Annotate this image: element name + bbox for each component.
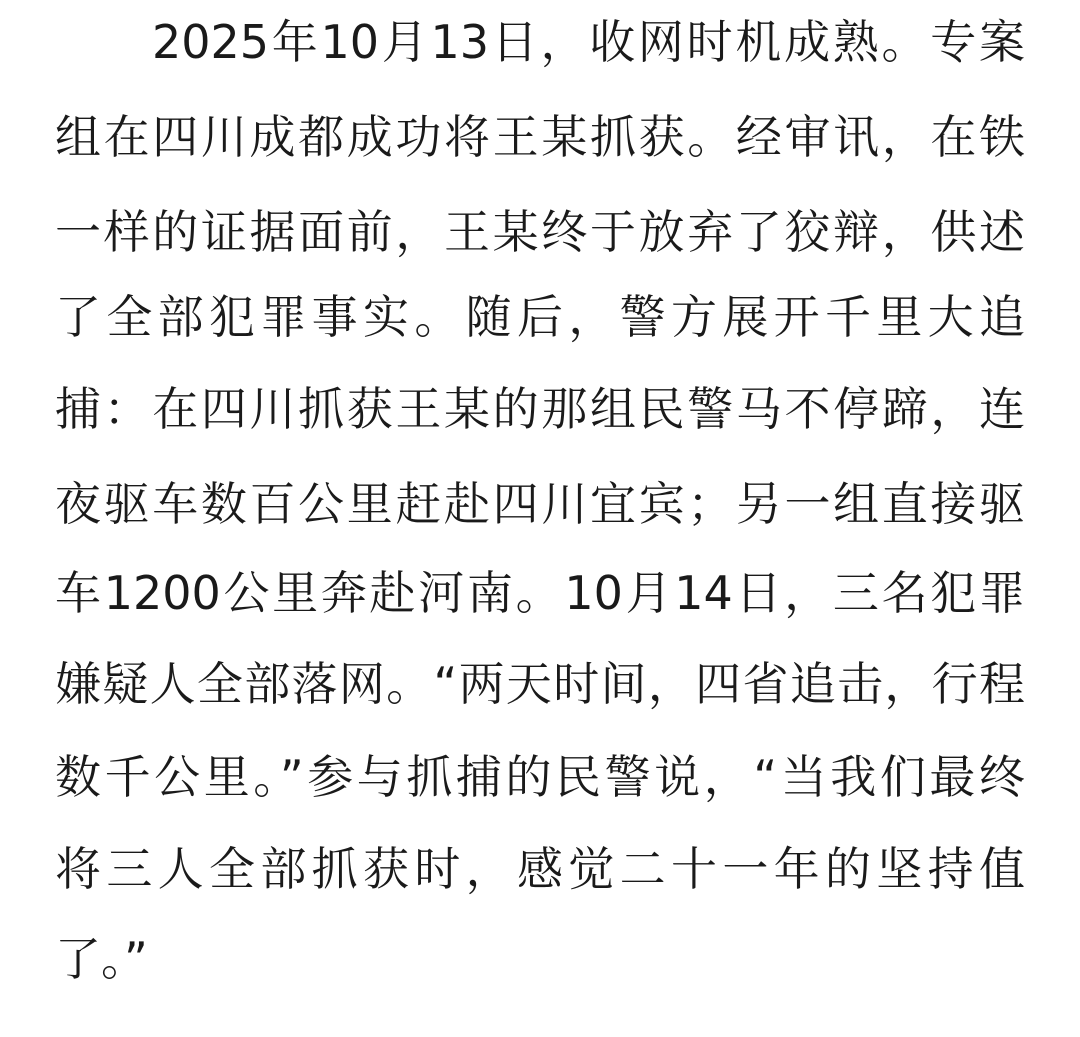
paragraph-line: 一样的证据面前，王某终于放弃了狡辩，供述 [55, 205, 1025, 259]
paragraph-line: 夜驱车数百公里赶赴四川宜宾；另一组直接驱 [55, 477, 1025, 531]
paragraph-line: 捕：在四川抓获王某的那组民警马不停蹄，连 [55, 382, 1025, 436]
paragraph-line: 数千公里。”参与抓捕的民警说，“当我们最终 [55, 750, 1025, 804]
paragraph-line: 将三人全部抓获时，感觉二十一年的坚持值 [55, 842, 1025, 896]
paragraph-line: 组在四川成都成功将王某抓获。经审讯，在铁 [55, 110, 1025, 164]
paragraph-line: 了。” [55, 932, 148, 986]
paragraph-line: 2025年10月13日，收网时机成熟。专案 [152, 15, 1025, 69]
paragraph-line: 嫌疑人全部落网。“两天时间，四省追击，行程 [55, 657, 1025, 711]
paragraph-line: 车1200公里奔赴河南。10月14日，三名犯罪 [55, 566, 1025, 620]
paragraph-line: 了全部犯罪事实。随后，警方展开千里大追 [55, 290, 1025, 344]
